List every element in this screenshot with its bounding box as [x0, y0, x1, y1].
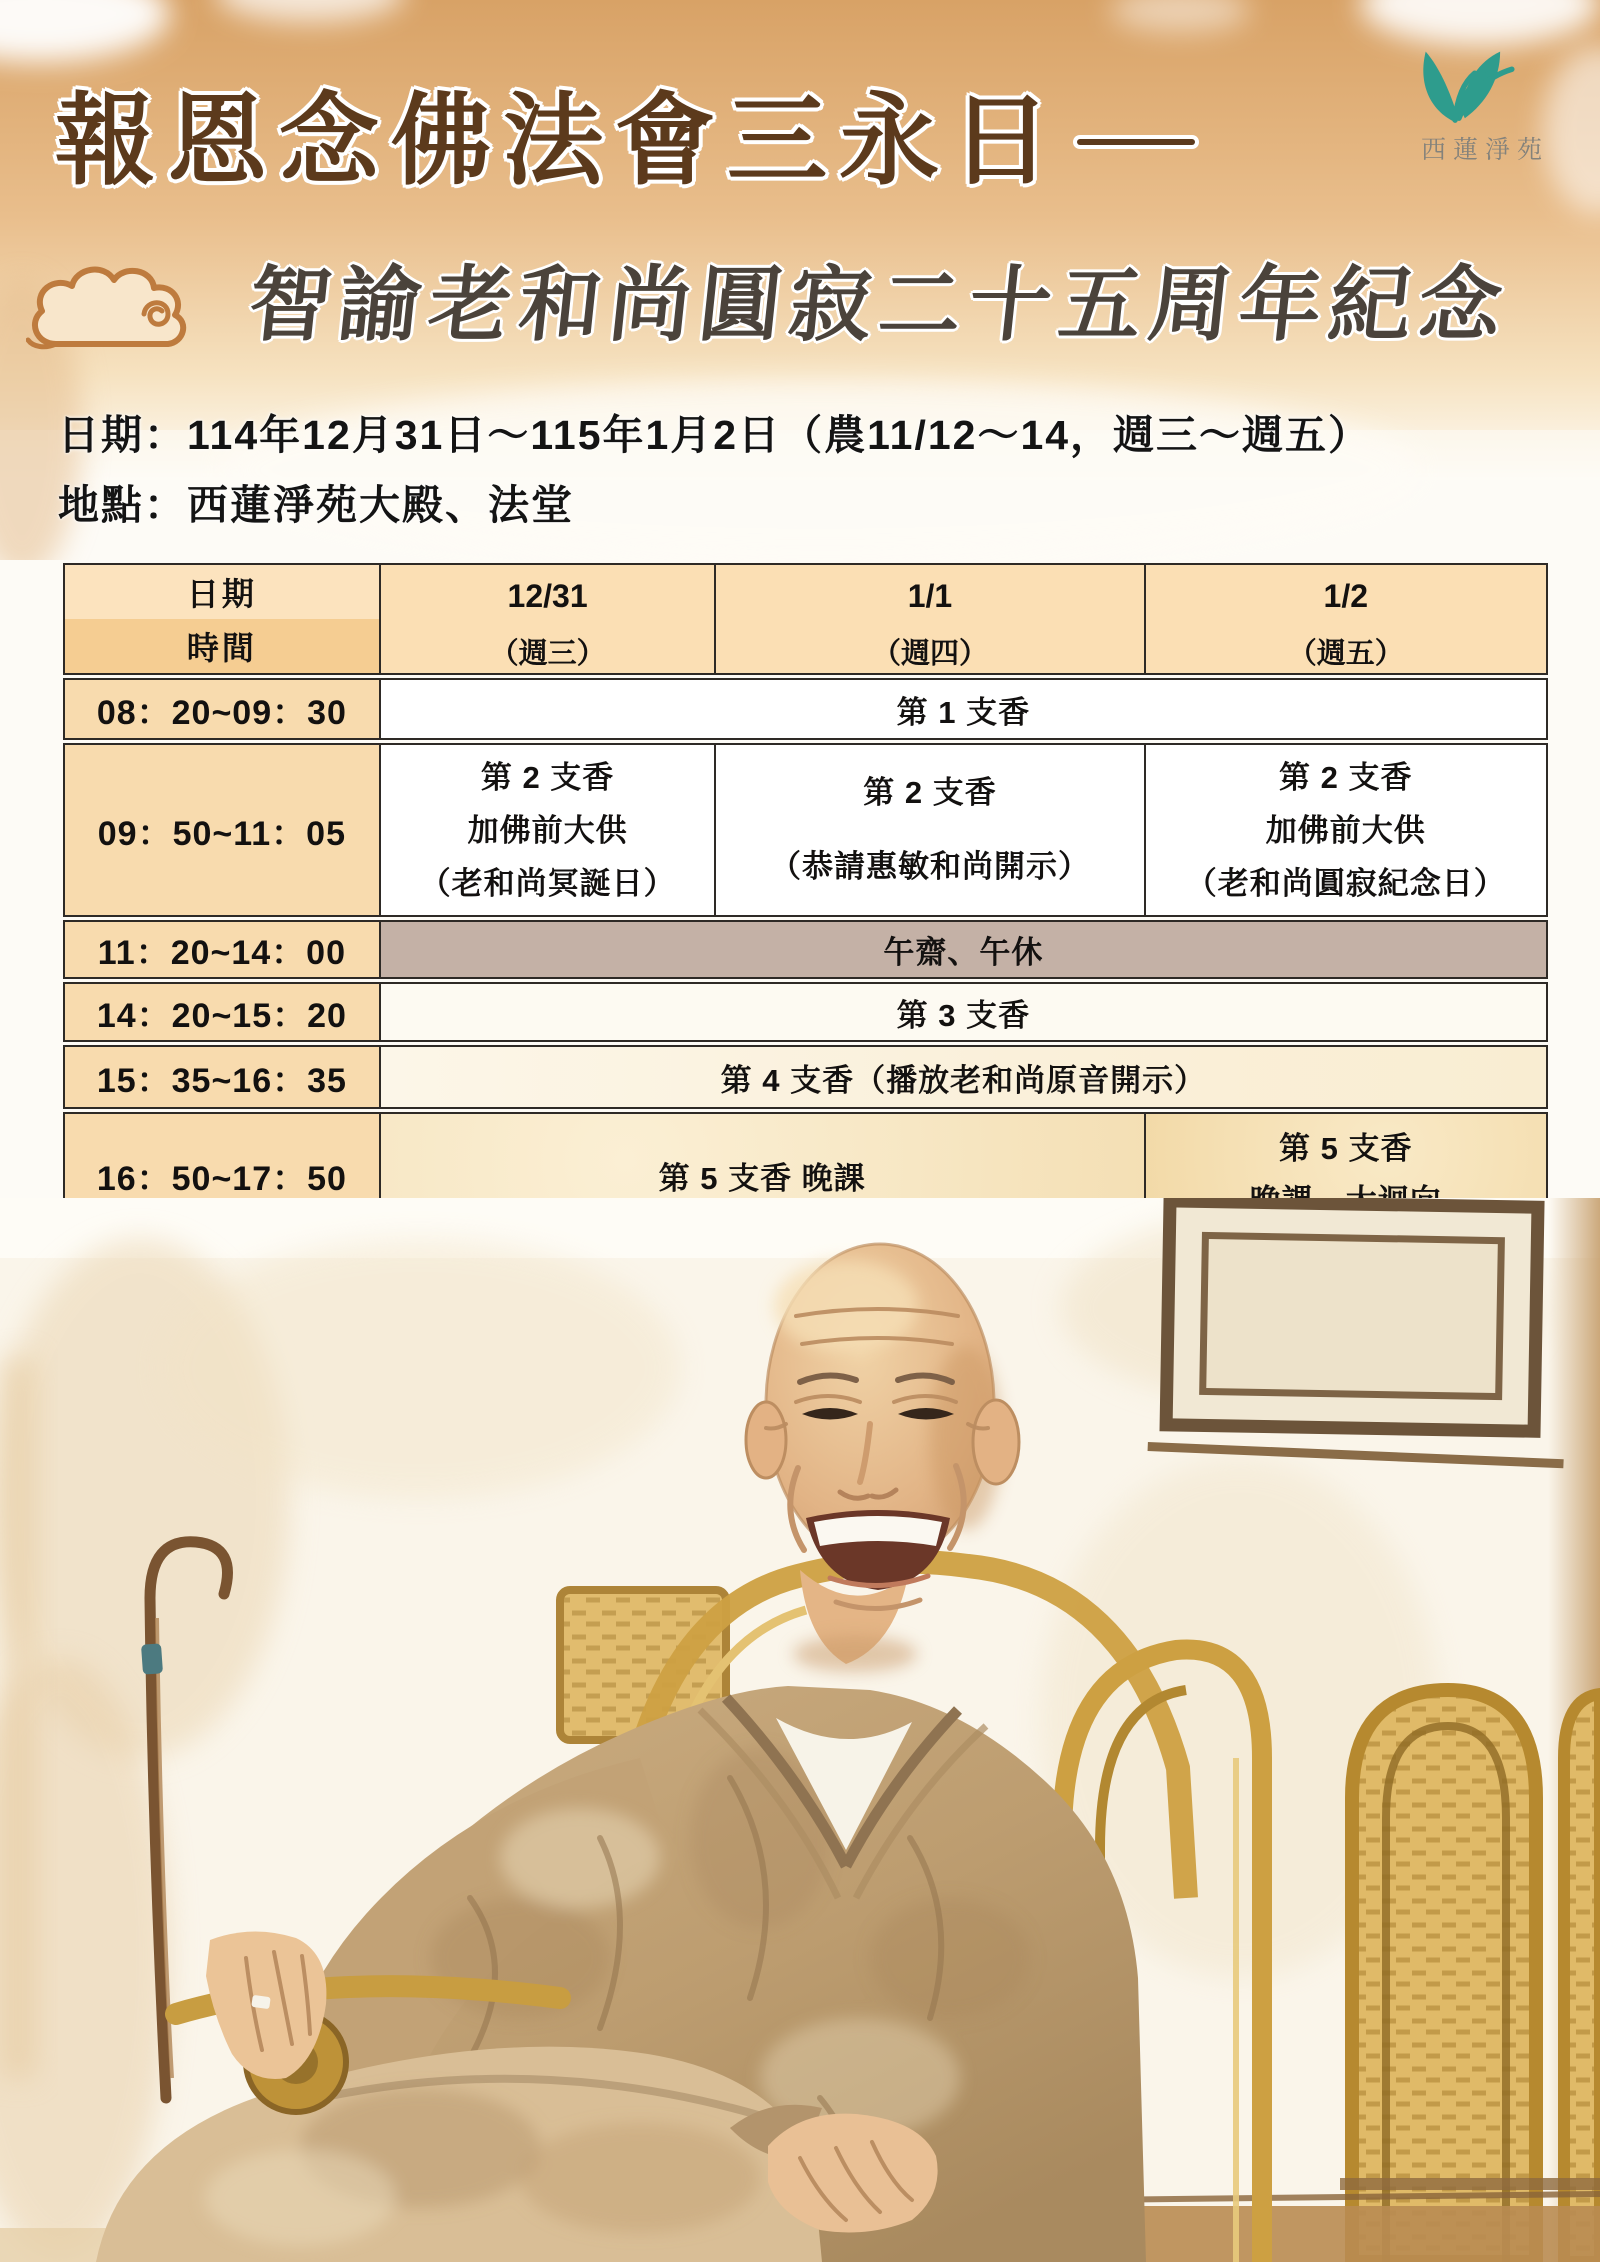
schedule-row [63, 743, 1548, 917]
time-cell: 09：50~11：05 [63, 743, 381, 917]
event-location: 地點：西蓮淨苑大殿、法堂 [58, 482, 574, 528]
session-cell: 第 4 支香（播放老和尚原音開示） [381, 1045, 1548, 1109]
schedule-row [63, 678, 1548, 740]
event-date: 日期：114年12月31日～115年1月2日（農11/12～14，週三～週五） [58, 412, 1372, 458]
session-cell: 第 2 支香 （恭請惠敏和尚開示） [716, 743, 1145, 917]
temple-logo [1400, 34, 1570, 166]
session-cell: 第 2 支香 加佛前大供 （老和尚冥誕日） [381, 743, 717, 917]
schedule-header-row [63, 563, 1548, 675]
page-title [55, 60, 1195, 204]
time-cell: 08：20~09：30 [63, 678, 381, 740]
day-header-1231: 12/31 （週三） [381, 563, 717, 675]
temple-logo-name: 西蓮淨苑 [1420, 136, 1549, 164]
schedule-table [63, 560, 1548, 1241]
session-cell: 第 5 支香 [1146, 1112, 1548, 1238]
time-cell: 11：20~14：00 [63, 920, 381, 979]
corner-cell [63, 563, 381, 675]
session-cell: 第 5 支香 晚課 [381, 1112, 1146, 1238]
window-frame [1148, 1201, 1568, 1464]
time-cell: 16：50~17：50 [63, 1112, 381, 1238]
session-cell: 第 3 支香 [381, 982, 1548, 1042]
corner-date-label: 日期 [65, 565, 379, 619]
schedule-row [63, 920, 1548, 979]
monk-illustration [0, 1198, 1600, 2262]
corner-time-label: 時間 [65, 619, 379, 673]
cloud-icon [26, 256, 198, 368]
schedule-row [63, 982, 1548, 1042]
session-cell: 第 1 支香 [381, 678, 1548, 740]
time-cell: 14：20~15：20 [63, 982, 381, 1042]
session-cell: 第 2 支香 加佛前大供 （老和尚圓寂紀念日） [1146, 743, 1548, 917]
day-header-0102: 1/2 （週五） [1146, 563, 1548, 675]
page-title-text: 報恩念佛法會三永日 [55, 81, 1063, 199]
lunch-cell: 午齋、午休 [381, 920, 1548, 979]
lotus-icon [1400, 34, 1518, 128]
time-cell: 15：35~16：35 [63, 1045, 381, 1109]
day-header-0101: 1/1 （週四） [716, 563, 1145, 675]
title-dash [1077, 139, 1195, 145]
page-subtitle: 智諭老和尚圓寂二十五周年紀念 [244, 257, 1515, 353]
rattan-chair-right [1340, 1690, 1600, 2262]
event-info [58, 400, 1371, 540]
schedule-row [63, 1045, 1548, 1109]
